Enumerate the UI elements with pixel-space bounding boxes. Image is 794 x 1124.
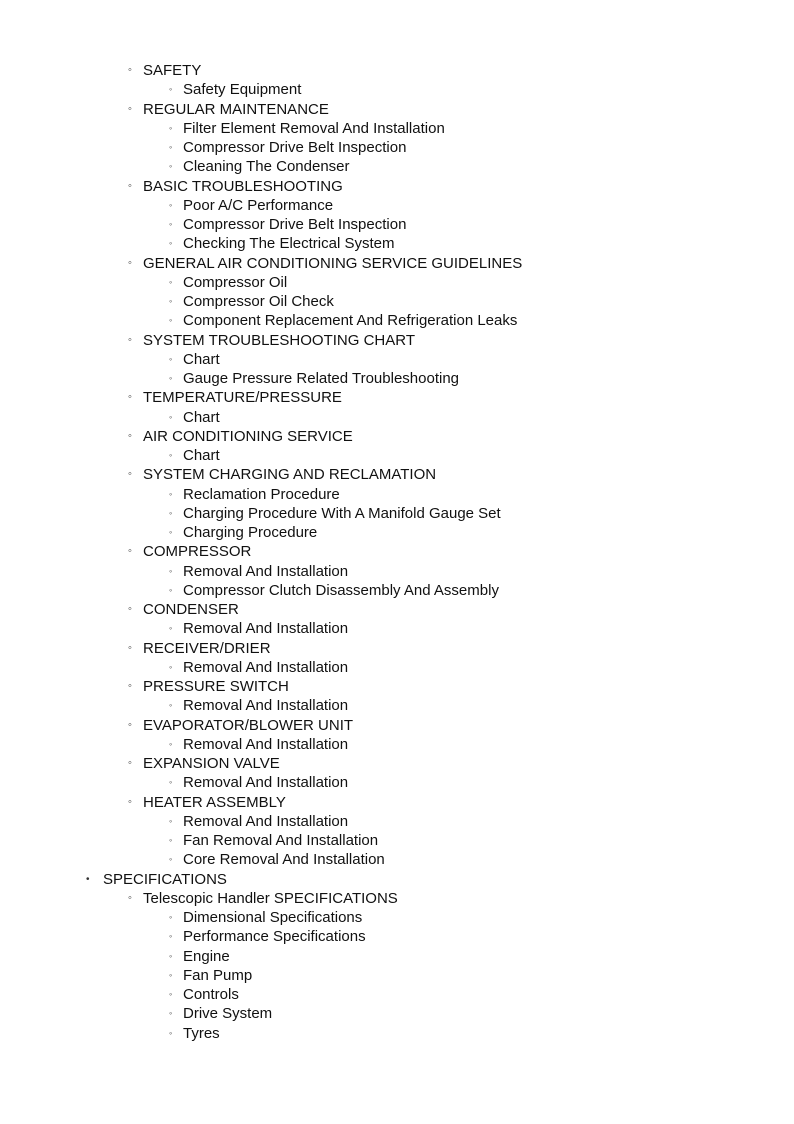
toc-item-text: Compressor Oil Check: [183, 293, 334, 310]
toc-item-level-1: [0, 870, 794, 889]
toc-item-text: Fan Removal And Installation: [183, 832, 379, 849]
toc-item-level-2: [0, 61, 794, 80]
hollow-bullet-icon: ◦: [128, 429, 132, 442]
small-hollow-bullet-icon: ◦: [169, 296, 173, 306]
toc-item-level-3: [0, 350, 794, 369]
toc-item-text: AIR CONDITIONING SERVICE: [143, 427, 353, 445]
toc-item-text: Filter Element Removal And Installation: [183, 119, 445, 137]
toc-item-text: BASIC TROUBLESHOOTING: [143, 177, 343, 195]
hollow-bullet-icon: ◦: [128, 102, 132, 115]
small-hollow-bullet-icon: ◦: [169, 199, 173, 210]
small-hollow-bullet-icon: ◦: [169, 584, 173, 595]
toc-item-text: Removal And Installation: [183, 658, 349, 676]
toc-item-level-3: [0, 696, 794, 715]
toc-item-text: Reclamation Procedure: [183, 485, 340, 503]
toc-item-level-3: [0, 485, 794, 504]
toc-item-level-2: [0, 254, 794, 273]
toc-item-level-3: [0, 234, 794, 253]
hollow-bullet-icon: ◦: [128, 795, 132, 808]
toc-item-level-3: [0, 446, 794, 465]
toc-item-text: SPECIFICATIONS: [103, 870, 227, 888]
toc-item-level-3: [0, 504, 794, 523]
toc-item-level-3: [0, 966, 794, 985]
toc-item-level-2: [0, 427, 794, 446]
toc-item-level-3: [0, 831, 794, 850]
toc-item-text: SYSTEM TROUBLESHOOTING CHART: [143, 331, 415, 349]
hollow-bullet-icon: ◦: [128, 545, 132, 558]
small-hollow-bullet-icon: ◦: [169, 835, 173, 845]
toc-item-text: TEMPERATURE/PRESSURE: [143, 389, 342, 407]
toc-item-level-3: [0, 735, 794, 754]
toc-item-level-3: [0, 985, 794, 1004]
small-hollow-bullet-icon: ◦: [169, 276, 173, 287]
toc-item-text: SYSTEM CHARGING AND RECLAMATION: [143, 466, 437, 484]
toc-item-level-3: [0, 562, 794, 581]
toc-item-text: Tyres: [183, 1024, 220, 1042]
toc-item-level-3: [0, 658, 794, 677]
toc-item-level-3: [0, 1024, 794, 1043]
toc-item-text: Chart: [183, 350, 220, 368]
small-hollow-bullet-icon: ◦: [169, 411, 173, 422]
toc-item-text: EVAPORATOR/BLOWER UNIT: [143, 716, 354, 734]
toc-item-text: GENERAL AIR CONDITIONING SERVICE GUIDELINES: [143, 254, 523, 272]
hollow-bullet-icon: ◦: [128, 757, 132, 769]
table-of-contents: [0, 61, 794, 1043]
small-hollow-bullet-icon: ◦: [169, 661, 173, 672]
toc-item-text: Removal And Installation: [183, 812, 349, 830]
toc-item-text: Component Replacement And Refrigeration Leaks: [183, 312, 518, 330]
toc-item-level-3: [0, 138, 794, 157]
toc-item-level-3: [0, 773, 794, 792]
small-hollow-bullet-icon: ◦: [169, 777, 173, 788]
toc-item-level-3: [0, 196, 794, 215]
toc-item-level-2: [0, 754, 794, 773]
toc-item-text: Compressor Drive Belt Inspection: [183, 139, 407, 156]
small-hollow-bullet-icon: ◦: [169, 84, 173, 95]
toc-item-level-3: [0, 292, 794, 311]
toc-item-text: PRESSURE SWITCH: [143, 678, 289, 695]
small-hollow-bullet-icon: ◦: [169, 623, 173, 634]
small-hollow-bullet-icon: ◦: [169, 700, 173, 711]
small-hollow-bullet-icon: ◦: [169, 738, 173, 749]
small-hollow-bullet-icon: ◦: [169, 450, 173, 460]
toc-item-level-3: [0, 215, 794, 234]
toc-item-level-2: [0, 716, 794, 735]
toc-item-text: Poor A/C Performance: [183, 196, 334, 214]
toc-item-text: Charging Procedure With A Manifold Gauge Set: [183, 504, 501, 522]
toc-item-text: Controls: [183, 986, 239, 1003]
small-hollow-bullet-icon: ◦: [169, 488, 173, 499]
filled-bullet-icon: •: [86, 873, 90, 885]
toc-item-level-3: [0, 311, 794, 330]
small-hollow-bullet-icon: ◦: [169, 815, 173, 826]
toc-item-text: Drive System: [183, 1005, 273, 1023]
toc-item-text: Engine: [183, 947, 230, 965]
small-hollow-bullet-icon: ◦: [169, 219, 173, 229]
toc-item-text: Telescopic Handler SPECIFICATIONS: [143, 889, 398, 907]
small-hollow-bullet-icon: ◦: [169, 931, 173, 942]
small-hollow-bullet-icon: ◦: [169, 1027, 173, 1038]
small-hollow-bullet-icon: ◦: [169, 142, 173, 152]
toc-item-level-2: [0, 100, 794, 119]
small-hollow-bullet-icon: ◦: [169, 161, 173, 172]
toc-item-text: CONDENSER: [143, 601, 239, 618]
hollow-bullet-icon: ◦: [128, 718, 132, 731]
toc-item-level-2: [0, 639, 794, 658]
toc-item-text: Removal And Installation: [183, 735, 349, 753]
hollow-bullet-icon: ◦: [128, 891, 132, 904]
toc-item-level-3: [0, 369, 794, 388]
toc-item-level-2: [0, 542, 794, 561]
toc-item-text: RECEIVER/DRIER: [143, 639, 271, 657]
toc-item-text: Dimensional Specifications: [183, 909, 363, 926]
toc-item-text: Gauge Pressure Related Troubleshooting: [183, 370, 460, 387]
toc-item-text: Checking The Electrical System: [183, 235, 395, 253]
toc-item-level-3: [0, 119, 794, 138]
hollow-bullet-icon: ◦: [128, 680, 132, 692]
hollow-bullet-icon: ◦: [128, 391, 132, 404]
toc-item-level-3: [0, 619, 794, 638]
small-hollow-bullet-icon: ◦: [169, 989, 173, 999]
toc-item-level-3: [0, 812, 794, 831]
toc-item-text: Core Removal And Installation: [183, 851, 385, 869]
toc-item-text: Removal And Installation: [183, 562, 349, 580]
small-hollow-bullet-icon: ◦: [169, 969, 173, 980]
toc-item-text: SAFETY: [143, 62, 202, 79]
toc-item-text: Compressor Drive Belt Inspection: [183, 216, 407, 233]
toc-item-text: Compressor Clutch Disassembly And Assembly: [183, 581, 499, 599]
toc-item-text: Removal And Installation: [183, 697, 349, 715]
hollow-bullet-icon: ◦: [128, 603, 132, 615]
toc-item-text: COMPRESSOR: [143, 543, 252, 561]
toc-item-level-2: [0, 177, 794, 196]
toc-item-text: Fan Pump: [183, 966, 253, 984]
toc-item-level-3: [0, 581, 794, 600]
small-hollow-bullet-icon: ◦: [169, 353, 173, 364]
toc-item-level-3: [0, 1004, 794, 1023]
hollow-bullet-icon: ◦: [128, 641, 132, 654]
toc-item-level-3: [0, 947, 794, 966]
toc-item-level-3: [0, 850, 794, 869]
toc-item-level-2: [0, 793, 794, 812]
toc-item-level-2: [0, 677, 794, 696]
toc-item-level-3: [0, 80, 794, 99]
small-hollow-bullet-icon: ◦: [169, 122, 173, 133]
toc-item-text: Compressor Oil: [183, 273, 288, 291]
hollow-bullet-icon: ◦: [128, 256, 132, 269]
toc-item-level-3: [0, 273, 794, 292]
toc-item-text: REGULAR MAINTENANCE: [143, 100, 329, 118]
toc-item-text: Safety Equipment: [183, 81, 302, 99]
hollow-bullet-icon: ◦: [128, 468, 132, 481]
toc-item-level-3: [0, 408, 794, 427]
toc-item-level-2: [0, 600, 794, 619]
toc-item-text: Chart: [183, 408, 220, 426]
hollow-bullet-icon: ◦: [128, 333, 132, 346]
toc-item-text: EXPANSION VALVE: [143, 755, 280, 772]
toc-item-text: Performance Specifications: [183, 928, 366, 946]
small-hollow-bullet-icon: ◦: [169, 912, 173, 922]
toc-item-level-3: [0, 908, 794, 927]
small-hollow-bullet-icon: ◦: [169, 950, 173, 961]
small-hollow-bullet-icon: ◦: [169, 315, 173, 326]
toc-item-level-2: [0, 388, 794, 407]
small-hollow-bullet-icon: ◦: [169, 527, 173, 537]
toc-item-text: Cleaning The Condenser: [183, 158, 350, 176]
small-hollow-bullet-icon: ◦: [169, 238, 173, 249]
toc-item-text: Charging Procedure: [183, 524, 318, 541]
small-hollow-bullet-icon: ◦: [169, 373, 173, 383]
toc-item-text: HEATER ASSEMBLY: [143, 793, 286, 811]
toc-item-level-3: [0, 523, 794, 542]
toc-item-text: Removal And Installation: [183, 774, 349, 792]
hollow-bullet-icon: ◦: [128, 64, 132, 76]
small-hollow-bullet-icon: ◦: [169, 854, 173, 865]
toc-item-level-3: [0, 157, 794, 176]
small-hollow-bullet-icon: ◦: [169, 565, 173, 576]
small-hollow-bullet-icon: ◦: [169, 1008, 173, 1019]
toc-item-text: Removal And Installation: [183, 620, 349, 638]
hollow-bullet-icon: ◦: [128, 179, 132, 192]
toc-item-level-2: [0, 889, 794, 908]
toc-item-level-2: [0, 331, 794, 350]
toc-item-text: Chart: [183, 447, 220, 464]
small-hollow-bullet-icon: ◦: [169, 507, 173, 518]
toc-item-level-2: [0, 465, 794, 484]
toc-item-level-3: [0, 927, 794, 946]
